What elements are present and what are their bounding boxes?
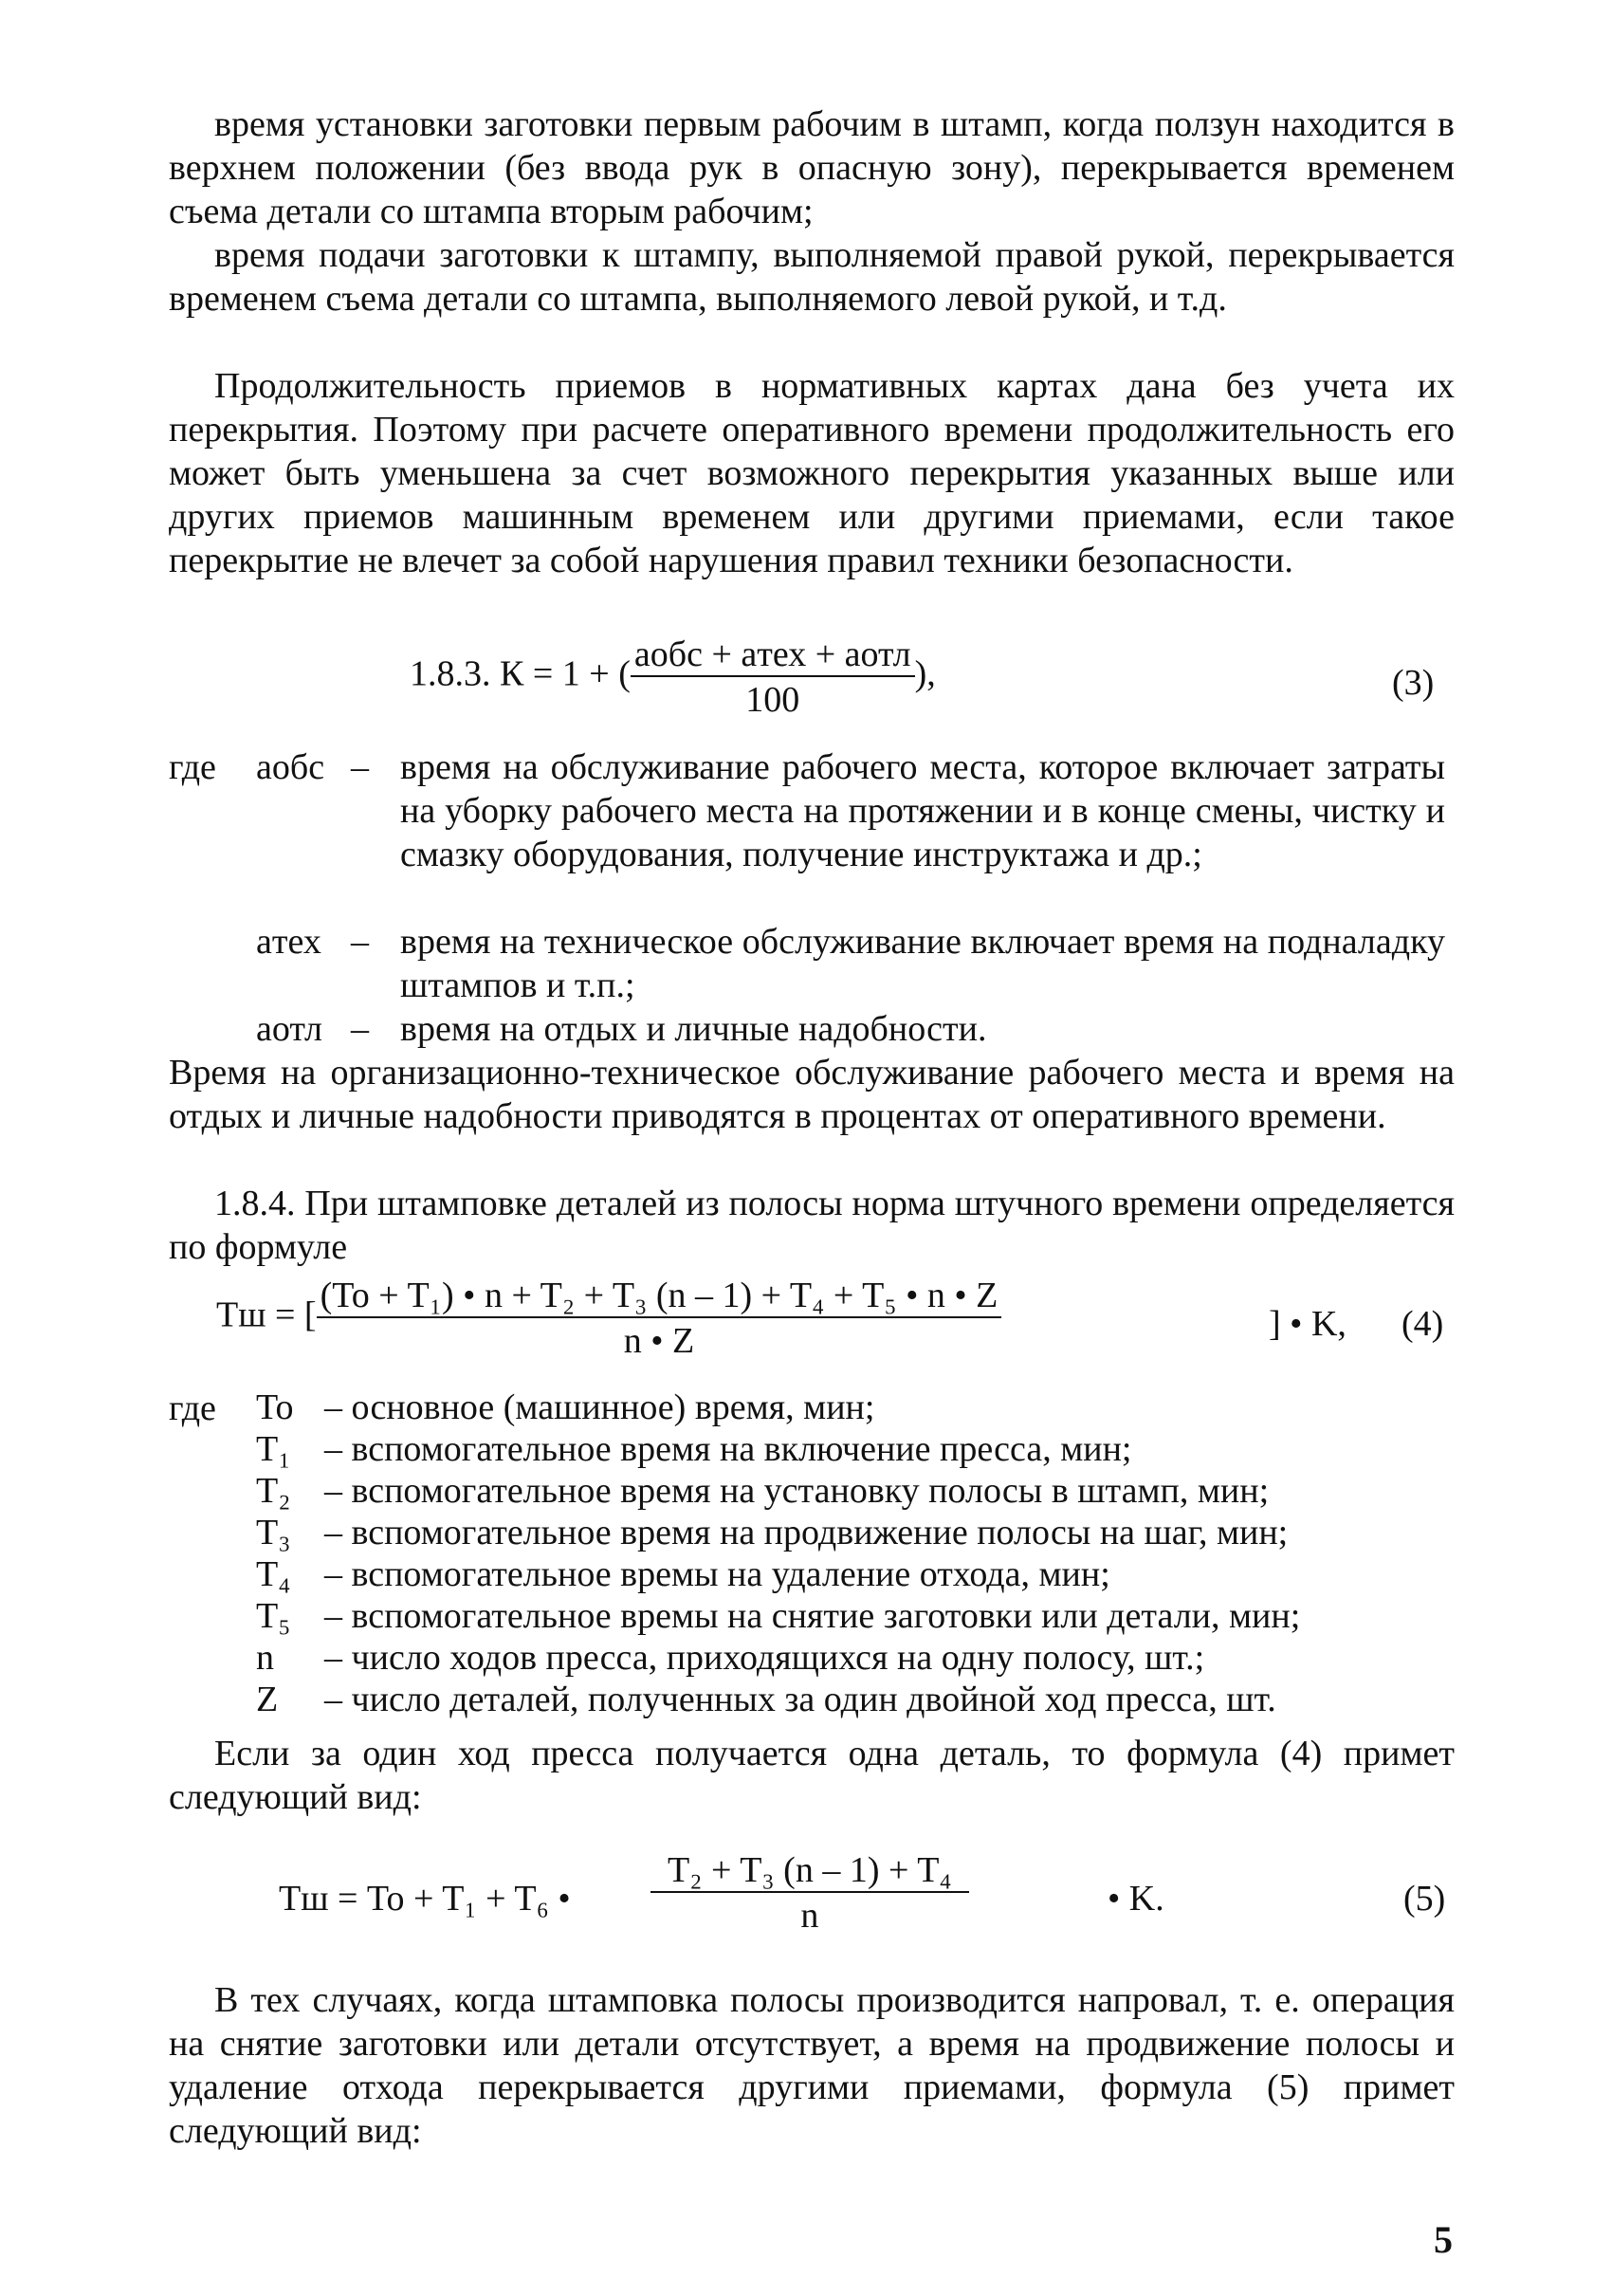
definition-symbol: aобс — [256, 747, 325, 787]
formula-5-number: (5) — [1403, 1879, 1446, 1919]
definition-dash: – — [351, 1009, 369, 1049]
definition-text: время на техническое обслуживание включает время на подналадку штампов и т.п.; — [400, 922, 1445, 1005]
formula-3-numerator: aобс + aтех + aотл — [633, 634, 911, 674]
formula-3-denominator: 100 — [631, 675, 915, 721]
definition-symbol: aтех — [256, 922, 321, 962]
paragraph-overlap-1: время установки заготовки первым рабочим в штамп, когда ползун находится в верхнем положении (без ввода рук в опасную зону), перекрывается временем съема детали со штампа вторым рабочим; — [169, 104, 1455, 231]
definition-n: n – число ходов пресса, приходящихся на одну полосу, шт.; — [256, 1638, 1205, 1678]
definition-text: время на отдых и личные надобности. — [400, 1009, 987, 1049]
paragraph-overlap-2: время подачи заготовки к штампу, выполняемой правой рукой, перекрывается временем съема детали со штампа, выполняемого левой рукой, и т.д. — [169, 235, 1455, 319]
formula-4 — [216, 1275, 1001, 1362]
formula-5 — [650, 1849, 969, 1937]
definition-z: Z – число деталей, полученных за один двойной ход пресса, шт. — [256, 1680, 1276, 1719]
paragraph-naproval: В тех случаях, когда штамповка полосы производится напровал, т. е. операция на снятие заготовки или детали отсутствует, а время на продвижение полосы и удаление отхода перекрывается другими приемами, формула (5) примет следующий вид: — [169, 1980, 1455, 2151]
definition-t1: T₁ – вспомогательное время на включение пресса, мин; — [256, 1429, 1132, 1469]
definitions-formula-3 — [256, 745, 1455, 1049]
formula-3-fraction — [631, 634, 915, 721]
definition-dash: – — [351, 747, 369, 787]
where-label-2: где — [169, 1388, 216, 1428]
formula-5-fraction — [650, 1849, 969, 1937]
paragraph-org-time: Время на организационно-техническое обслуживание рабочего места и время на отдых и личные надобности приводятся в процентах от оперативного времени. — [169, 1053, 1455, 1136]
definition-t5: T₅ – вспомогательное времы на снятие заготовки или детали, мин; — [256, 1596, 1301, 1636]
formula-5-lead: Tш = To + T₁ + T₆ • — [279, 1879, 571, 1919]
formula-4-number: (4) — [1401, 1304, 1444, 1344]
definition-t0: To – основное (машинное) время, мин; — [256, 1387, 875, 1427]
formula-5-tail: • K. — [1108, 1879, 1164, 1919]
formula-3-tail: ), — [914, 653, 936, 694]
where-label-1: где — [169, 747, 216, 787]
formula-5-numerator: T₂ + T₃ (n – 1) + T₄ — [668, 1850, 952, 1890]
formula-4-denominator: n • Z — [317, 1316, 1002, 1362]
paragraph-duration: Продолжительность приемов в нормативных картах дана без учета их перекрытия. Поэтому при расчете оперативного времени продолжительность его может быть уменьшена за счет возможного перекрытия указанных выше или других приемов машинным временем или другими приемами, если такое перекрытие не влечет за собой нарушения правил техники безопасности. — [169, 366, 1455, 580]
definition-t2: T₂ – вспомогательное время на установку полосы в штамп, мин; — [256, 1471, 1270, 1511]
paragraph-1-8-4: 1.8.4. При штамповке деталей из полосы норма штучного времени определяется по формуле — [169, 1184, 1455, 1267]
definitions-formula-4 — [256, 1387, 1300, 1720]
definition-t3: T₃ – вспомогательное время на продвижение полосы на шаг, мин; — [256, 1513, 1289, 1552]
definition-text: время на обслуживание рабочего места, которое включает затраты на уборку рабочего места на протяжении и в конце смены, чистку и смазку оборудования, получение инструктажа и др.; — [400, 747, 1445, 874]
formula-4-tail: ] • K, — [1269, 1304, 1346, 1344]
formula-3-lead: 1.8.3. К = 1 + ( — [410, 653, 631, 694]
definition-dash: – — [351, 922, 369, 962]
formula-3-number: (3) — [1392, 663, 1435, 703]
formula-4-numerator: (To + T₁) • n + T₂ + T₃ (n – 1) + T₄ + T₅ • n • Z — [320, 1276, 998, 1315]
formula-3 — [410, 634, 936, 721]
definition-symbol: aотл — [256, 1009, 322, 1049]
formula-4-lead: Tш = [ — [216, 1295, 317, 1335]
paragraph-one-detail: Если за один ход пресса получается одна деталь, то формула (4) примет следующий вид: — [169, 1734, 1455, 1817]
page-number: 5 — [1434, 2218, 1453, 2261]
definition-t4: T₄ – вспомогательное времы на удаление отхода, мин; — [256, 1554, 1110, 1594]
formula-5-denominator: n — [650, 1891, 969, 1937]
formula-4-fraction — [317, 1275, 1002, 1362]
